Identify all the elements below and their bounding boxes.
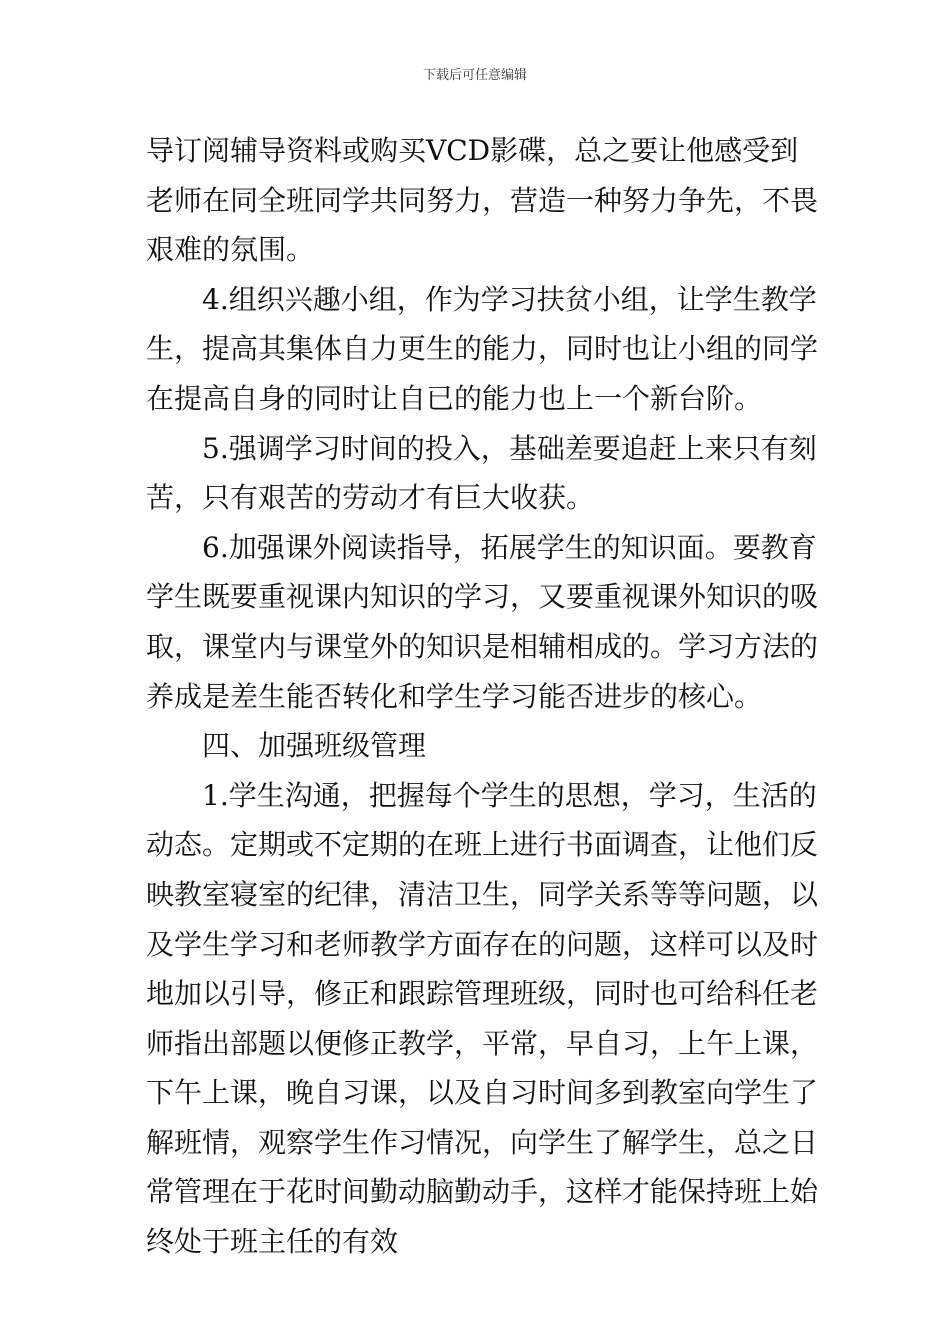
section-heading: 四、加强班级管理 — [202, 729, 427, 763]
paragraph-item-5: 5.强调学习时间的投入，基础差要追赶上来只有刻苦，只有艰苦的劳动才有巨大收获。 — [146, 431, 817, 515]
paragraph-item-6: 6.加强课外阅读指导，拓展学生的知识面。要教育学生既要重视课内知识的学习，又要重视课外知识的吸取，课堂内与课堂外的知识是相辅相成的。学习方法的养成是差生能否转化和学生学习能否进步的核心。 — [146, 530, 819, 713]
paragraph-continuation: 导订阅辅导资料或购买VCD影碟，总之要让他感受到老师在同全班同学共同努力，营造一种努力争先，不畏艰难的氛围。 — [146, 134, 819, 267]
paragraph-item-4: 4.组织兴趣小组，作为学习扶贫小组，让学生教学生，提高其集体自力更生的能力，同时也让小组的同学在提高自身的同时让自已的能力也上一个新台阶。 — [146, 282, 819, 415]
document-body — [146, 126, 818, 1267]
page-header: 下载后可任意编辑 — [422, 68, 527, 83]
paragraph-item-1: 1.学生沟通，把握每个学生的思想，学习，生活的动态。定期或不定期的在班上进行书面调查，让他们反映教室寝室的纪律，清洁卫生，同学关系等等问题，以及学生学习和老师教学方面存在的问题，这样可以及时地加以引导，修正和跟踪管理班级，同时也可给科任老师指出部题以便修正教学，平常，早自习，上午上课，下午上课，晚自习课，以及自习时间多到教室向学生了解班情，观察学生作习情况，向学生了解学生，总之日常管理在于花时间勤动脑勤动手，这样才能保持班上始终处于班主任的有效 — [146, 778, 819, 1259]
